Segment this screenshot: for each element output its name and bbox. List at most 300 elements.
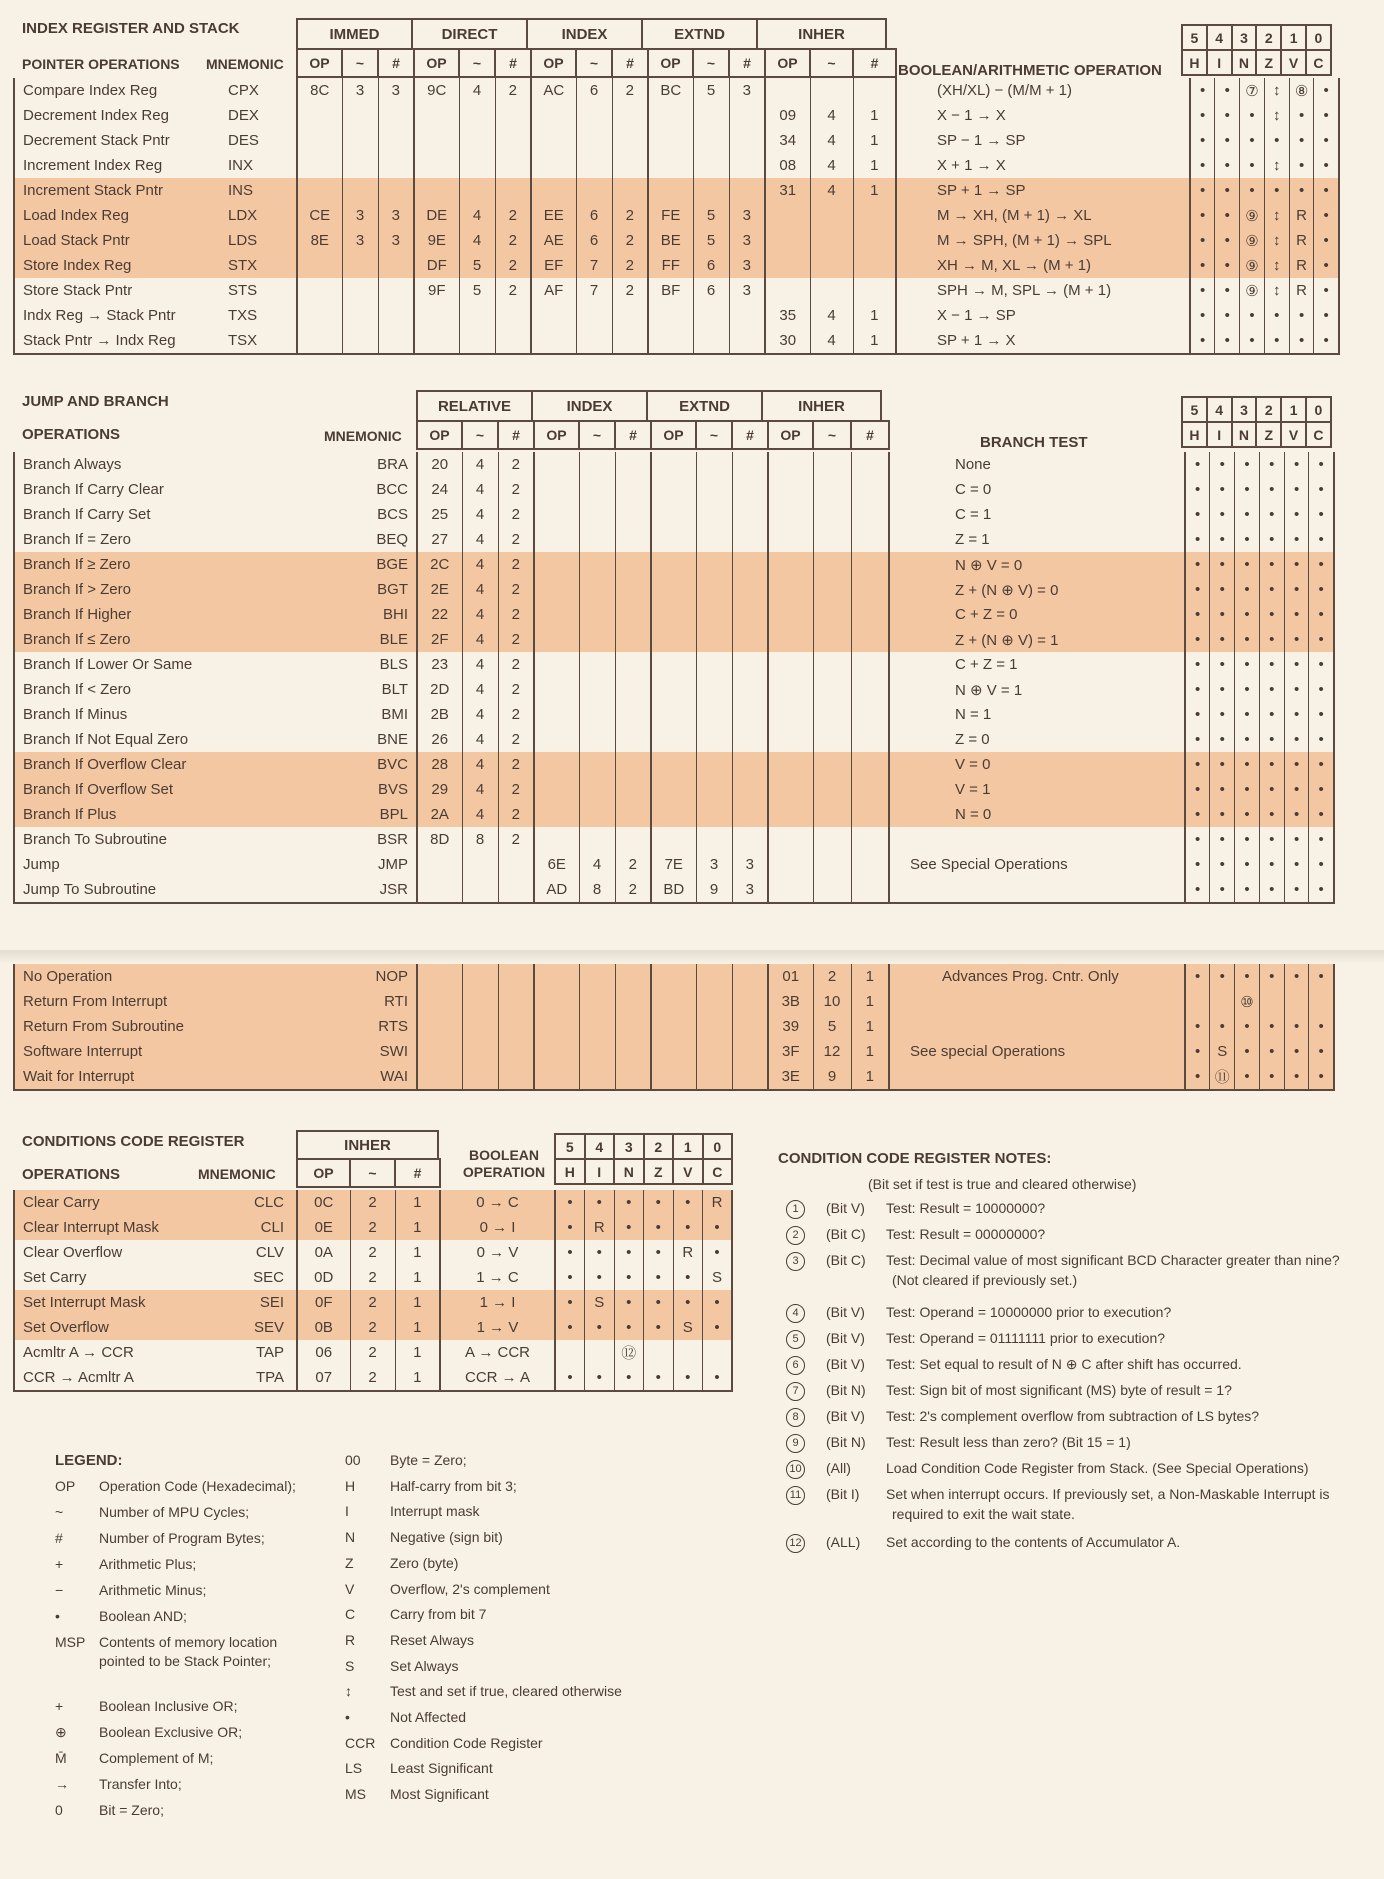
ccr-flag-cell: S (673, 1315, 703, 1340)
ccr-flag-cell: • (1185, 752, 1210, 777)
ccr-ops-bit-1: 4 (584, 1133, 616, 1160)
legend-text: Arithmetic Plus; (99, 1556, 197, 1572)
opcode-cell (768, 727, 813, 752)
instruction-name: Branch If = Zero (14, 527, 319, 552)
opcode-cell: 09 (765, 103, 810, 128)
opcode-cell (768, 527, 813, 552)
mnemonic: DEX (228, 107, 259, 124)
instruction-name: Wait for Interrupt (14, 1064, 319, 1090)
ccr-flag-cell: • (614, 1290, 644, 1315)
note-text: Test: Result = 00000000? (886, 1226, 1046, 1242)
ccr-flag-cell: • (1235, 1039, 1260, 1064)
table-row (14, 552, 1334, 577)
column-header-cycles: ~ (341, 48, 379, 78)
ccr-flag-cell: • (1215, 78, 1240, 103)
opcode-cell (768, 827, 813, 852)
mnemonic: RTI (319, 989, 417, 1014)
legend-text: Bit = Zero; (99, 1802, 164, 1818)
boolean-operation: 1 → V (440, 1315, 555, 1340)
empty-cell (579, 1014, 615, 1039)
cycles-cell (696, 552, 732, 577)
ccr-flag-cell: • (1185, 802, 1210, 827)
index-ccr-flag-3: Z (1255, 49, 1282, 76)
boolean-operation: M → XH, (M + 1) → XL (896, 203, 1190, 228)
operation-description (889, 964, 1185, 989)
ccr-flag-cell: • (1314, 178, 1339, 203)
boolean-operation: (XH/XL) − (M/M + 1) (896, 78, 1190, 103)
opcode-cell: 3B (768, 989, 813, 1014)
ccr-flag-cell: • (1185, 777, 1210, 802)
mnemonic: BLS (379, 656, 408, 673)
opcode-cell (534, 802, 579, 827)
empty-cell (534, 964, 579, 989)
instruction-name: Decrement Index Reg (14, 103, 226, 128)
ccr-flag-cell: • (1185, 527, 1210, 552)
ccr-flag-cell: • (1259, 527, 1284, 552)
opcode-cell (417, 852, 462, 877)
bytes-cell (851, 577, 889, 602)
bytes-cell (851, 677, 889, 702)
ccr-flag-cell: • (1259, 802, 1284, 827)
cycles-cell: 5 (459, 253, 495, 278)
bytes-cell (853, 278, 896, 303)
cycles-cell (813, 452, 851, 477)
bytes-cell (615, 677, 651, 702)
ccr-flag-cell: ⑩ (1235, 989, 1260, 1014)
empty-cell (615, 1014, 651, 1039)
bytes-cell: 1 (395, 1265, 440, 1290)
instruction-name: Increment Stack Pntr (14, 178, 226, 203)
legend-text: Complement of M; (99, 1750, 214, 1766)
empty-cell (498, 1064, 534, 1090)
ccr-flag-cell: • (1235, 477, 1260, 502)
opcode-cell (414, 178, 459, 203)
ccr-flag-cell: • (1309, 652, 1334, 677)
cycles-cell (579, 777, 615, 802)
jump-section-title: JUMP AND BRANCH (22, 393, 169, 410)
ccr-flag-cell: • (1235, 877, 1260, 903)
opcode-cell (534, 652, 579, 677)
ccr-flag-cell: • (1314, 153, 1339, 178)
bytes-cell: 1 (853, 103, 896, 128)
ccr-flag-cell: • (614, 1215, 644, 1240)
bytes-cell: 2 (498, 802, 534, 827)
cycles-cell: 4 (810, 328, 853, 354)
legend-symbol: I (345, 1503, 349, 1520)
opcode-cell: CE (297, 203, 342, 228)
opcode-cell (297, 103, 342, 128)
note-number: 11 (786, 1486, 805, 1505)
instruction-name: Branch If Plus (14, 802, 319, 827)
opcode-cell (534, 602, 579, 627)
empty-cell (462, 964, 498, 989)
table-row (14, 989, 1334, 1014)
bytes-cell (612, 103, 648, 128)
cycles-cell (579, 827, 615, 852)
mnemonic: CPX (228, 82, 259, 99)
ccr-flag-cell: • (1185, 602, 1210, 627)
opcode-cell (414, 128, 459, 153)
ccr-flag-cell: ↕ (1264, 253, 1289, 278)
table-row (14, 702, 1334, 727)
cycles-cell (693, 103, 729, 128)
cycles-cell: 2 (350, 1340, 395, 1365)
table-row (14, 477, 1334, 502)
cycles-cell (576, 103, 612, 128)
cycles-cell (813, 552, 851, 577)
note-text-continued: (Not cleared if previously set.) (892, 1272, 1078, 1288)
opcode-cell: 8D (417, 827, 462, 852)
ccr-flag-cell: • (1314, 128, 1339, 153)
legend-symbol: 00 (345, 1452, 361, 1468)
opcode-cell (534, 577, 579, 602)
opcode-cell (768, 652, 813, 677)
ccr-flag-cell: • (1215, 228, 1240, 253)
opcode-cell (651, 752, 696, 777)
table-row (14, 1064, 1334, 1090)
opcode-cell (651, 627, 696, 652)
ccr-flag-cell: • (1284, 877, 1309, 903)
ccr-flag-cell: • (1235, 727, 1260, 752)
ccr-flag-cell: R (703, 1190, 733, 1215)
ccr-flag-cell: • (555, 1290, 585, 1315)
ccr-flag-cell: • (1314, 303, 1339, 328)
cycles-cell: 4 (810, 128, 853, 153)
opcode-cell: 0B (297, 1315, 350, 1340)
ccr-flag-cell: • (1259, 652, 1284, 677)
note-bit: (Bit V) (826, 1304, 865, 1320)
bytes-cell (615, 477, 651, 502)
ccr-flag-cell: • (1240, 328, 1265, 354)
bytes-cell: 2 (498, 677, 534, 702)
bytes-cell (853, 253, 896, 278)
cycles-cell (813, 527, 851, 552)
opcode-cell: DF (414, 253, 459, 278)
legend-text: Byte = Zero; (390, 1452, 467, 1468)
ccr-flag-cell: • (1284, 852, 1309, 877)
cycles-cell (459, 128, 495, 153)
ccr-flag-cell: • (1309, 627, 1334, 652)
bytes-cell (851, 727, 889, 752)
ccr-flag-cell: • (1210, 852, 1235, 877)
instruction-name: Compare Index Reg (14, 78, 226, 103)
ccr-flag-cell: • (1235, 702, 1260, 727)
mnemonic: BPL (319, 802, 417, 827)
ccr-flag-cell: ↕ (1264, 78, 1289, 103)
ccr-flag-cell: ⑨ (1240, 253, 1265, 278)
bytes-cell (615, 652, 651, 677)
instruction-name: Branch If Lower Or Same (14, 652, 319, 677)
bytes-cell: 2 (498, 502, 534, 527)
index-mnemonic-header: MNEMONIC (206, 56, 284, 72)
ccr-flag-cell: ↕ (1264, 103, 1289, 128)
ccr-flag-cell: • (703, 1215, 733, 1240)
table-row (14, 303, 1339, 328)
opcode-cell (765, 253, 810, 278)
bytes-cell (851, 502, 889, 527)
cycles-cell: 2 (350, 1365, 395, 1391)
bytes-cell: 1 (851, 1064, 889, 1090)
cycles-cell (813, 627, 851, 652)
ccr-flag-cell: • (555, 1240, 585, 1265)
opcode-cell (297, 153, 342, 178)
branch-test (889, 877, 1185, 903)
cycles-cell (696, 827, 732, 852)
ccr-section-title: CONDITIONS CODE REGISTER (22, 1133, 245, 1150)
opcode-cell (648, 328, 693, 354)
branch-test (889, 852, 1185, 877)
note-bit: (Bit V) (826, 1200, 865, 1216)
advances-program-counter: Advances Prog. Cntr. Only (942, 968, 1119, 985)
note-text: Test: Decimal value of most significant BCD Character greater than nine? (886, 1252, 1340, 1268)
ccr-flag-cell: • (1210, 964, 1235, 989)
index-ccr-flag-2: N (1231, 49, 1258, 76)
instruction-name: Branch To Subroutine (14, 827, 319, 852)
cycles-cell: 4 (462, 452, 498, 477)
mnemonic: BEQ (376, 531, 408, 548)
note-number: 5 (786, 1330, 805, 1349)
mnemonic: BLT (381, 681, 408, 698)
ccr-ops-bit-4: 1 (672, 1133, 704, 1160)
legend-symbol: C (345, 1606, 356, 1623)
legend-symbol: • (55, 1608, 60, 1624)
table-row (14, 1340, 732, 1365)
boolean-operation: X − 1 → SP (896, 303, 1190, 328)
mnemonic: SEI (204, 1290, 297, 1315)
column-header-op: OP (650, 420, 697, 450)
cycles-cell: 4 (579, 852, 615, 877)
ccr-flag-cell: • (1289, 128, 1314, 153)
legend-title: LEGEND: (55, 1452, 123, 1469)
cycles-cell: 2 (350, 1315, 395, 1340)
cycles-cell (813, 677, 851, 702)
opcode-cell (765, 203, 810, 228)
note-text: Set when interrupt occurs. If previously set, a Non-Maskable Interrupt is (886, 1486, 1330, 1502)
branch-test: N = 0 (889, 802, 1185, 827)
cycles-cell: 6 (576, 203, 612, 228)
boolean-operation: XH → M, XL → (M + 1) (896, 253, 1190, 278)
ccr-flag-cell: • (1284, 964, 1309, 989)
cycles-cell: 9 (813, 1064, 851, 1090)
cycles-cell (813, 852, 851, 877)
table-row (14, 1039, 1334, 1064)
legend-symbol: ↕ (345, 1683, 352, 1700)
opcode-cell (651, 552, 696, 577)
opcode-cell: 0D (297, 1265, 350, 1290)
ccr-flag-cell: • (1235, 1064, 1260, 1090)
opcode-cell (768, 877, 813, 903)
note-number: 9 (786, 1434, 805, 1453)
instruction-name: Branch Always (14, 452, 319, 477)
cycles-cell (459, 328, 495, 354)
ccr-flag-cell: • (1284, 527, 1309, 552)
bytes-cell (615, 752, 651, 777)
opcode-cell (534, 527, 579, 552)
mnemonic: TAP (255, 1344, 284, 1361)
opcode-cell: 2C (417, 552, 462, 577)
mnemonic: TSX (226, 328, 297, 354)
legend-text: Boolean Inclusive OR; (99, 1698, 238, 1714)
legend-text: Set Always (390, 1657, 459, 1674)
note-text: Test: Set equal to result of N ⊕ C after shift has occurred. (886, 1356, 1242, 1372)
opcode-cell: 25 (417, 502, 462, 527)
ccr-flag-cell: • (1185, 852, 1210, 877)
bytes-cell (615, 802, 651, 827)
bytes-cell: 3 (732, 852, 768, 877)
empty-cell (534, 1064, 579, 1090)
opcode-cell (651, 477, 696, 502)
boolean-operation-header: BOOLEAN/ARITHMETIC OPERATION (898, 62, 1162, 79)
ccr-flag-cell: ⑫ (614, 1340, 644, 1365)
bytes-cell: 2 (498, 552, 534, 577)
index-ccr-bit-2: 3 (1231, 24, 1258, 51)
cycles-cell (693, 153, 729, 178)
ccr-flag-cell: • (1185, 1039, 1210, 1064)
ccr-flag-cell: • (1259, 702, 1284, 727)
legend-symbol: + (55, 1698, 64, 1714)
mnemonic: RTS (319, 1014, 417, 1039)
jump-ccr-flag-4: V (1280, 421, 1307, 448)
branch-test: None (889, 452, 1185, 477)
ccr-flag-cell: ↕ (1264, 228, 1289, 253)
legend-symbol: LS (345, 1760, 363, 1777)
table-row (14, 103, 1339, 128)
boolean-operation: SP + 1 → SP (896, 178, 1190, 203)
legend-symbol: MS (345, 1786, 366, 1803)
legend-symbol: ~ (55, 1504, 64, 1520)
opcode-cell (534, 777, 579, 802)
bytes-cell (378, 128, 414, 153)
ccr-flag-cell: • (1190, 128, 1215, 153)
ccr-flag-cell: • (1309, 727, 1334, 752)
opcode-cell: BC (648, 78, 693, 103)
ccr-ops-flag-4: V (672, 1158, 704, 1185)
mnemonic: BLE (319, 627, 417, 652)
opcode-cell (531, 328, 576, 354)
opcode-cell (297, 178, 342, 203)
bytes-cell (612, 128, 648, 153)
bytes-cell: 2 (495, 253, 531, 278)
bytes-cell: 1 (851, 989, 889, 1014)
note-number: 12 (786, 1534, 805, 1553)
bytes-cell: 1 (851, 964, 889, 989)
see-special-operations: See Special Operations (910, 856, 1068, 873)
paper-fold (0, 950, 1384, 964)
ccr-flag-cell: • (1259, 627, 1284, 652)
ccr-flag-cell: • (1309, 477, 1334, 502)
ccr-flag-cell: • (1259, 452, 1284, 477)
ccr-flag-cell: • (703, 1365, 733, 1391)
ccr-flag-cell: • (1284, 552, 1309, 577)
ccr-notes-subtitle: (Bit set if test is true and cleared otherwise) (868, 1176, 1137, 1192)
cycles-cell: 2 (813, 964, 851, 989)
ccr-flag-cell: • (1309, 1014, 1334, 1039)
legend-symbol: N (345, 1529, 356, 1546)
cycles-cell: 2 (350, 1265, 395, 1290)
ccr-flag-cell: • (1284, 677, 1309, 702)
cycles-cell (813, 652, 851, 677)
column-header-bytes: # (850, 420, 890, 450)
note-number: 10 (786, 1460, 805, 1479)
ccr-flag-cell: • (585, 1365, 615, 1391)
opcode-cell (531, 178, 576, 203)
opcode-cell: 0E (297, 1215, 350, 1240)
bytes-cell (498, 852, 534, 877)
cycles-cell (342, 253, 378, 278)
cycles-cell (696, 777, 732, 802)
note-number: 1 (786, 1200, 805, 1219)
note-number: 7 (786, 1382, 805, 1401)
jump-ccr-flag-3: Z (1255, 421, 1282, 448)
note-text: Test: Result less than zero? (Bit 15 = 1) (886, 1434, 1131, 1450)
ccr-flag-cell: • (673, 1190, 703, 1215)
note-text: Set according to the contents of Accumulator A. (886, 1534, 1181, 1550)
bytes-cell: 1 (395, 1365, 440, 1391)
opcode-cell: 0C (297, 1190, 350, 1215)
opcode-cell (534, 827, 579, 852)
cycles-cell (693, 303, 729, 328)
cycles-cell: 3 (696, 852, 732, 877)
index-ccr-bit-3: 2 (1255, 24, 1282, 51)
ccr-ops-bit-3: 2 (643, 1133, 675, 1160)
ccr-ops-flag-0: H (554, 1158, 586, 1185)
opcode-cell: 2D (417, 677, 462, 702)
cycles-cell (810, 203, 853, 228)
opcode-cell (648, 128, 693, 153)
ccr-flag-cell (1309, 989, 1334, 1014)
note-bit: (ALL) (826, 1534, 861, 1550)
opcode-cell: 07 (297, 1365, 350, 1391)
empty-cell (417, 989, 462, 1014)
ccr-flag-cell: • (1314, 103, 1339, 128)
table-row (14, 1240, 732, 1265)
ccr-flag-cell: • (1185, 452, 1210, 477)
column-header-op: OP (647, 48, 694, 78)
empty-cell (615, 964, 651, 989)
ccr-flag-cell: • (1259, 602, 1284, 627)
cycles-cell: 4 (462, 777, 498, 802)
ccr-flag-cell: • (1284, 1014, 1309, 1039)
cycles-cell (579, 702, 615, 727)
ccr-flag-cell: • (1235, 577, 1260, 602)
cycles-cell (462, 877, 498, 903)
ccr-flag-cell: • (1314, 78, 1339, 103)
cycles-cell: 6 (576, 228, 612, 253)
ccr-flag-cell: • (555, 1315, 585, 1340)
empty-cell (462, 989, 498, 1014)
cycles-cell: 2 (350, 1290, 395, 1315)
instruction-name: Jump (14, 852, 319, 877)
mnemonic: NOP (319, 964, 417, 989)
opcode-cell: 2A (417, 802, 462, 827)
opcode-cell: 9E (414, 228, 459, 253)
table-row (14, 1365, 732, 1391)
ccr-flag-cell: • (1259, 877, 1284, 903)
bytes-cell: 3 (729, 228, 765, 253)
instruction-name: Set Carry (14, 1265, 204, 1290)
cycles-cell: 4 (810, 153, 853, 178)
ccr-flag-cell: • (644, 1365, 674, 1391)
ccr-flag-cell (555, 1340, 585, 1365)
empty-cell (651, 1039, 696, 1064)
opcode-cell (768, 452, 813, 477)
cycles-cell (810, 253, 853, 278)
index-mode-extnd: EXTND (641, 18, 758, 50)
ccr-flag-cell: • (1289, 178, 1314, 203)
branch-test: Z = 0 (889, 727, 1185, 752)
jump-mode-inher: INHER (761, 390, 882, 422)
legend-text: Least Significant (390, 1760, 493, 1777)
